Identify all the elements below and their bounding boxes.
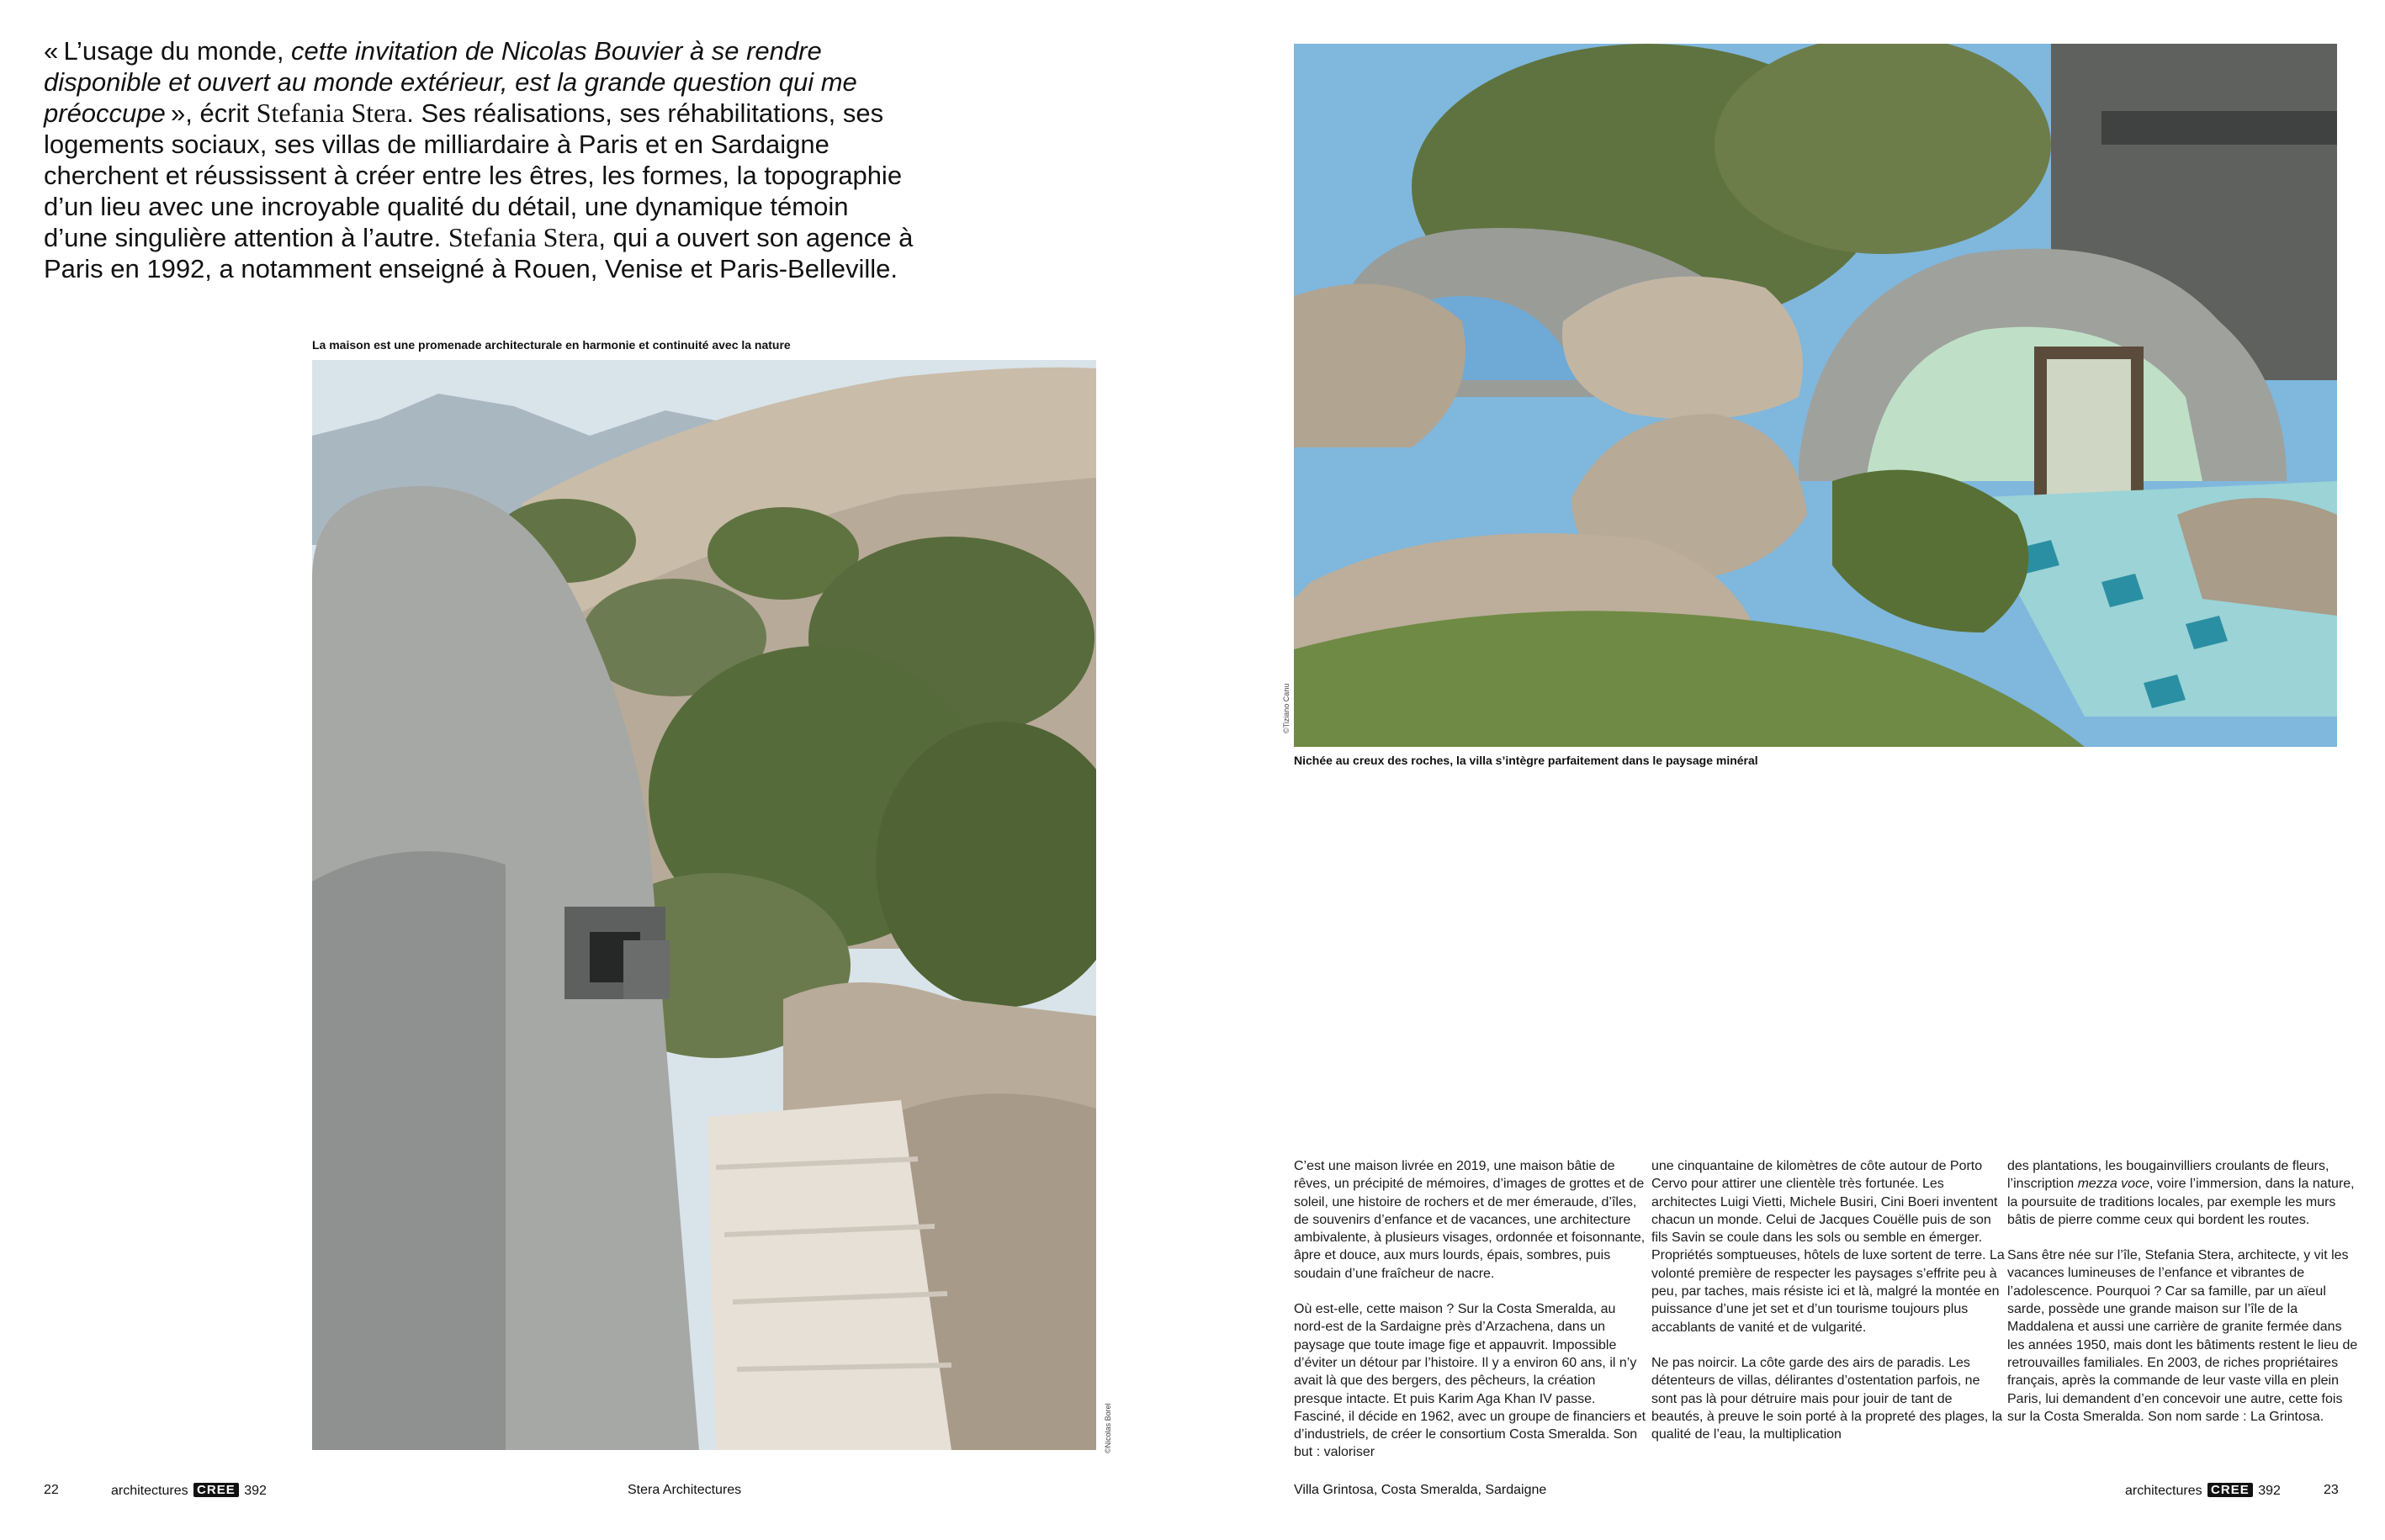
body-paragraph: Où est-elle, cette maison ? Sur la Costa Smeralda, au nord-est de la Sardaigne près d’Arzachena, dans un paysage que toute image fige et appauvrit. Impossible d’éviter un détour par l’histoire. Il y a environ 60 ans, il n’y avait là que des bergers, des pêcheurs, la création presque intacte. Et puis Karim Aga Khan IV passe. Fasciné, il décide en 1962, avec un groupe de financiers et d’industriels, de créer le consortium Costa Smeralda. Son but : valoriser bbox=[1294, 1302, 1646, 1460]
left-magazine-mark: architectures CREE 392 bbox=[111, 1483, 267, 1498]
right-photo bbox=[1294, 44, 2337, 747]
right-section-title: Villa Grintosa, Costa Smeralda, Sardaigne bbox=[1294, 1483, 1547, 1497]
left-photo bbox=[312, 360, 1096, 1450]
magazine-logo: CREE bbox=[193, 1483, 239, 1497]
body-column-1 bbox=[1294, 1157, 1647, 1479]
body-paragraph: Ne pas noircir. La côte garde des airs de paradis. Les détenteurs de villas, délirantes d’ostentation parfois, ne sont pas là pour détruire mais pour jouir de tant de beautés, à preuve le soin porté à la propreté des plages, la qualité de l’eau, la multiplication bbox=[1651, 1355, 2003, 1442]
left-page-number: 22 bbox=[44, 1483, 59, 1497]
body-paragraph: des plantations, les bougainvilliers croulants de fleurs, l’inscription mezza voce, voire l’immersion, dans la nature, la poursuite de traditions locales, par exemple les murs bâtis de pierre comme ceux qui bordent les routes. bbox=[2007, 1159, 2355, 1227]
left-section-title: Stera Architectures bbox=[628, 1483, 742, 1497]
intro-text: », écrit bbox=[165, 98, 257, 128]
left-photo-credit: ©Nicolas Borel bbox=[1104, 1403, 1112, 1453]
intro-quote: cette invitation de Nicolas Bouvier à se rendre disponible et ouvert au monde extérieur, est la grande question qui me préoccupe bbox=[44, 36, 857, 128]
body-paragraph: une cinquantaine de kilomètres de côte autour de Porto Cervo pour attirer une clientèle très fortunée. Les architectes Luigi Vietti, Michele Busiri, Cini Boeri inventent chacun un monde. Celui de Jacques Couëlle puis de son fils Savin se coule dans les sols ou semble en émerger. Propriétés somptueuses, hôtels de luxe sortent de terre. La volonté première de respecter les paysages s’effrite peu à peu, par taches, mais résiste ici et là, malgré la montée en puissance d’une jet set et d’un tourisme toujours plus accablants de vanité et de vulgarité. bbox=[1651, 1159, 2005, 1335]
magazine-logo: CREE bbox=[2207, 1483, 2253, 1497]
intro-text: « L’usage du monde, bbox=[44, 36, 292, 66]
left-photo-caption: La maison est une promenade architecturale en harmonie et continuité avec la nature bbox=[312, 338, 791, 352]
body-paragraph: Sans être née sur l’île, Stefania Stera, architecte, y vit les vacances lumineuses de l’enfance et vibrantes de l’adolescence. Pourquoi ? Car sa famille, par un aïeul sarde, possède une grande maison sur l’île de la Maddalena et aussi une carrière de granite fermée dans les années 1950, mais dont les bâtiments restent le lieu de retrouvailles familiales. En 2003, de riches propriétaires français, après la commande de leur vaste villa en plein Paris, lui demandent d’en concevoir une autre, cette fois sur la Costa Smeralda. Son nom sarde : La Grintosa. bbox=[2007, 1248, 2358, 1424]
architect-name: Stefania Stera bbox=[256, 98, 407, 128]
intro-text: . Ses réalisations, ses réhabilitations, ses logements sociaux, ses villas de milliardaire à Paris et en Sardaigne cherchent et réussissent à créer entre les êtres, les formes, la topographie d’un lieu avec une incroyable qualité du détail, une dynamique témoin d’une singulière attention à l’autre. bbox=[44, 98, 903, 252]
body-column-3 bbox=[2007, 1157, 2361, 1443]
body-column-2 bbox=[1651, 1157, 2005, 1461]
grotto-villa-illustration bbox=[1294, 44, 2337, 747]
right-page-number: 23 bbox=[2324, 1483, 2339, 1497]
right-photo-credit: ©Tiziano Canu bbox=[1282, 683, 1291, 733]
right-photo-caption: Nichée au creux des roches, la villa s’intègre parfaitement dans le paysage minéral bbox=[1294, 754, 1758, 767]
intro-paragraph bbox=[44, 35, 919, 284]
body-paragraph: C’est une maison livrée en 2019, une maison bâtie de rêves, un précipité de mémoires, d’images de grottes et de soleil, une histoire de rochers et de mer émeraude, d’îles, de souvenirs d’enfance et de vacances, une architecture ambivalente, à plusieurs visages, ordonnée et foisonnante, âpre et douce, aux murs lourds, épais, sombres, puis soudain d’une fraîcheur de nacre. bbox=[1294, 1159, 1646, 1281]
dome-house-illustration bbox=[312, 360, 1096, 1450]
intro-text: , qui a ouvert son agence à Paris en 1992, a notamment enseigné à Rouen, Venise et Paris-Belleville. bbox=[44, 223, 914, 283]
right-magazine-mark: architectures CREE 392 bbox=[2125, 1483, 2281, 1498]
architect-name: Stefania Stera bbox=[448, 222, 599, 252]
